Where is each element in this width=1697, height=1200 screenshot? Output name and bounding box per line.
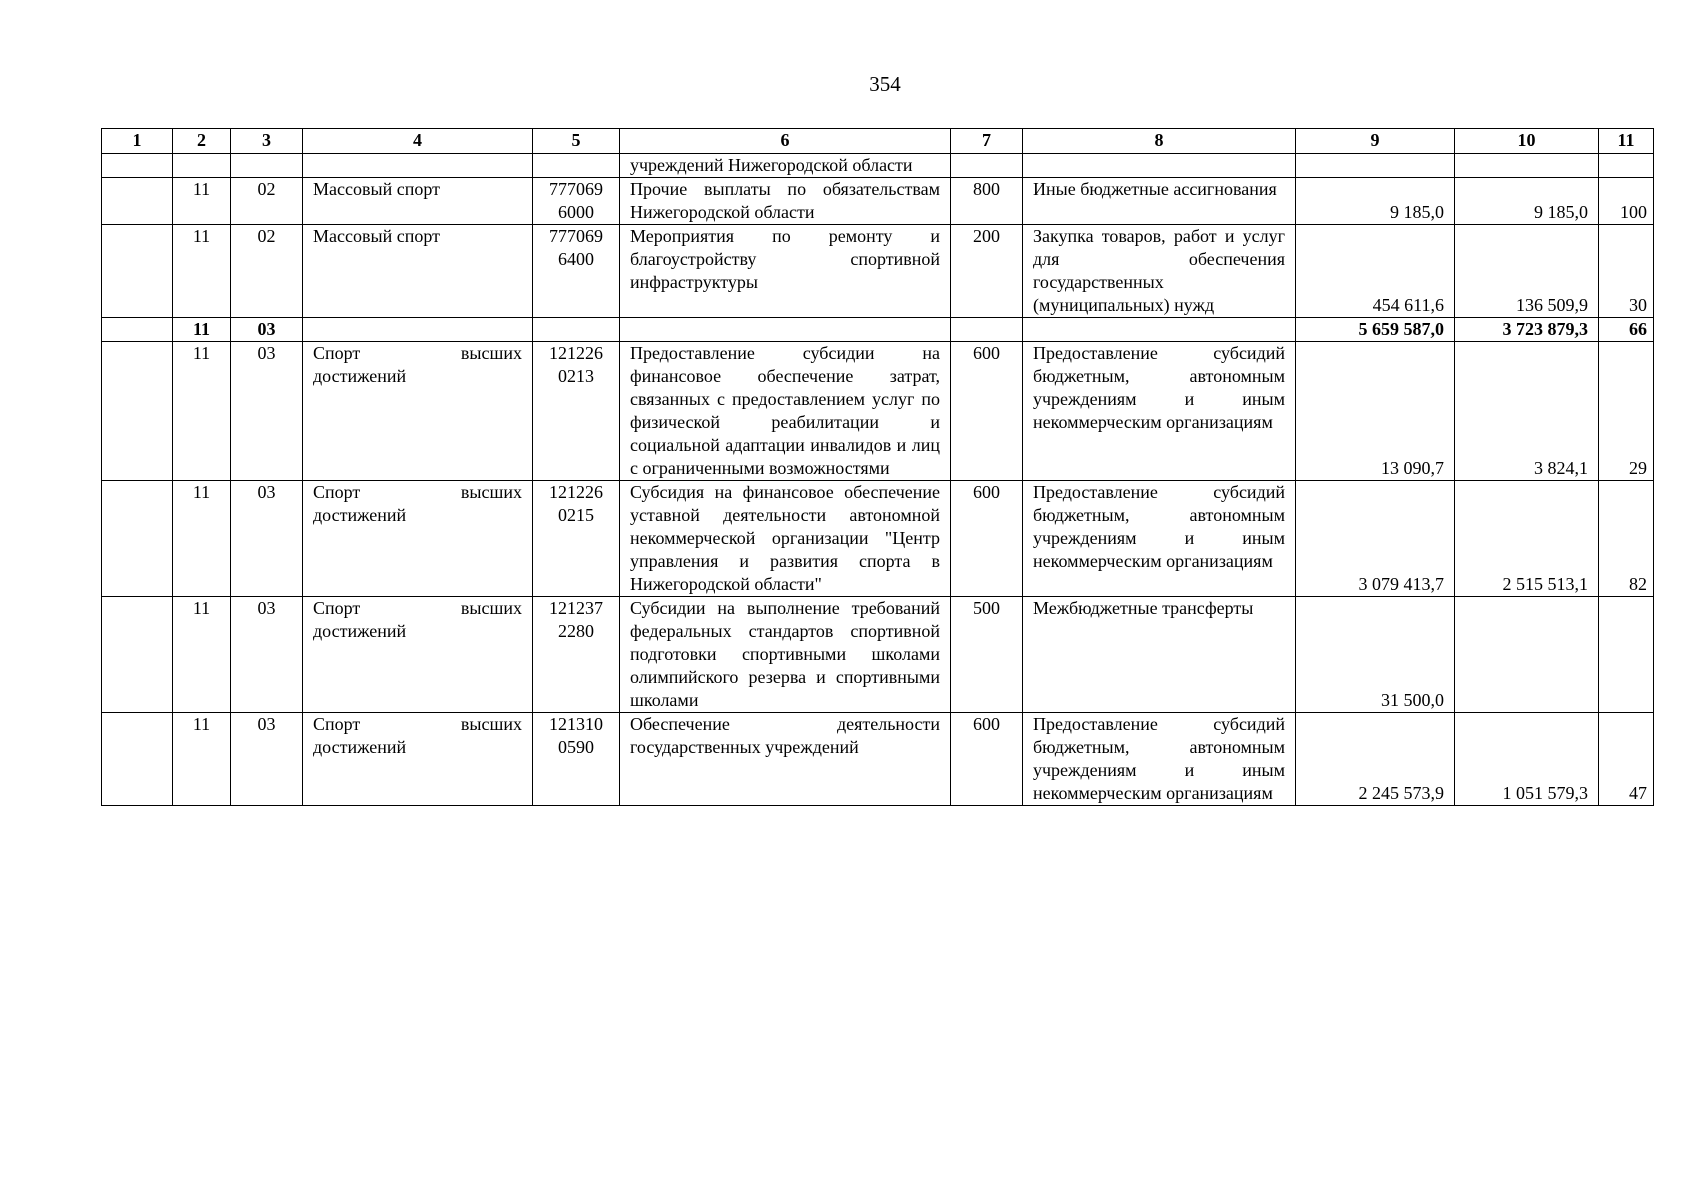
cell-subsection: [231, 154, 303, 178]
cell-col1: [102, 225, 173, 318]
cell-target-name: Мероприятия по ремонту и благоустройству спортивной инфраструктуры: [620, 225, 951, 318]
cell-target-name: [620, 318, 951, 342]
cell-planned: 2 245 573,9: [1296, 713, 1455, 806]
cell-expense-name: Предоставление субсидий бюджетным, автономным учреждениям и иным некоммерческим организациям: [1023, 713, 1296, 806]
cell-section: 11: [173, 713, 231, 806]
cell-expense-code: 600: [951, 713, 1023, 806]
cell-expense-name: [1023, 318, 1296, 342]
cell-target-name: Предоставление субсидии на финансовое обеспечение затрат, связанных с предоставлением услуг по физической реабилитации и социальной адаптации инвалидов и лиц с ограниченными возможностями: [620, 342, 951, 481]
cell-percent: [1599, 154, 1654, 178]
cell-section: 11: [173, 178, 231, 225]
cell-percent: 29: [1599, 342, 1654, 481]
page-number: 354: [869, 72, 901, 96]
cell-subsection-name: Спорт высших достижений: [303, 597, 533, 713]
cell-section: 11: [173, 225, 231, 318]
column-header: 3: [231, 129, 303, 154]
cell-planned: 9 185,0: [1296, 178, 1455, 225]
subtotal-row: [102, 318, 1654, 342]
cell-section: 11: [173, 481, 231, 597]
cell-subsection-name: Спорт высших достижений: [303, 481, 533, 597]
cell-executed: [1455, 154, 1599, 178]
cell-percent: 30: [1599, 225, 1654, 318]
cell-expense-name: Предоставление субсидий бюджетным, автономным учреждениям и иным некоммерческим организациям: [1023, 481, 1296, 597]
cell-target-code: 121310 0590: [533, 713, 620, 806]
cell-col1: [102, 318, 173, 342]
cell-col1: [102, 178, 173, 225]
cell-col1: [102, 597, 173, 713]
cell-subsection-name: Массовый спорт: [303, 178, 533, 225]
cell-planned: [1296, 154, 1455, 178]
cell-section: 11: [173, 597, 231, 713]
cell-executed: 1 051 579,3: [1455, 713, 1599, 806]
column-header: 6: [620, 129, 951, 154]
cell-target-code: 121226 0213: [533, 342, 620, 481]
cell-expense-code: [951, 154, 1023, 178]
cell-executed: 136 509,9: [1455, 225, 1599, 318]
column-header: 4: [303, 129, 533, 154]
cell-expense-name: Иные бюджетные ассигнования: [1023, 178, 1296, 225]
cell-subsection: 02: [231, 178, 303, 225]
column-header: 5: [533, 129, 620, 154]
cell-target-code: 121237 2280: [533, 597, 620, 713]
table-row: [102, 154, 1654, 178]
cell-target-code: 121226 0215: [533, 481, 620, 597]
cell-subsection-name: [303, 318, 533, 342]
cell-target-name: Прочие выплаты по обязательствам Нижегородской области: [620, 178, 951, 225]
cell-subsection: 03: [231, 342, 303, 481]
cell-expense-name: Межбюджетные трансферты: [1023, 597, 1296, 713]
cell-target-name: Субсидии на выполнение требований федеральных стандартов спортивной подготовки спортивными школами олимпийского резерва и спортивными школами: [620, 597, 951, 713]
column-header: 9: [1296, 129, 1455, 154]
cell-subsection: 03: [231, 713, 303, 806]
cell-col1: [102, 154, 173, 178]
cell-subsection-name: Массовый спорт: [303, 225, 533, 318]
cell-expense-code: 500: [951, 597, 1023, 713]
cell-subsection: 02: [231, 225, 303, 318]
cell-planned: 13 090,7: [1296, 342, 1455, 481]
cell-subsection-name: Спорт высших достижений: [303, 342, 533, 481]
cell-percent: [1599, 597, 1654, 713]
cell-planned: 5 659 587,0: [1296, 318, 1455, 342]
table-row: [102, 225, 1654, 318]
table-row: [102, 178, 1654, 225]
cell-section: 11: [173, 318, 231, 342]
cell-target-code: 777069 6000: [533, 178, 620, 225]
cell-planned: 31 500,0: [1296, 597, 1455, 713]
cell-percent: 66: [1599, 318, 1654, 342]
cell-section: 11: [173, 342, 231, 481]
cell-expense-code: 200: [951, 225, 1023, 318]
table-row: [102, 481, 1654, 597]
column-header: 7: [951, 129, 1023, 154]
cell-expense-code: 600: [951, 481, 1023, 597]
cell-section: [173, 154, 231, 178]
cell-target-code: [533, 154, 620, 178]
column-header: 8: [1023, 129, 1296, 154]
cell-target-code: [533, 318, 620, 342]
cell-col1: [102, 342, 173, 481]
table-row: [102, 597, 1654, 713]
cell-executed: 3 723 879,3: [1455, 318, 1599, 342]
cell-subsection: 03: [231, 318, 303, 342]
cell-planned: 454 611,6: [1296, 225, 1455, 318]
cell-percent: 47: [1599, 713, 1654, 806]
cell-expense-code: [951, 318, 1023, 342]
cell-subsection-name: [303, 154, 533, 178]
cell-col1: [102, 481, 173, 597]
cell-executed: 9 185,0: [1455, 178, 1599, 225]
cell-percent: 100: [1599, 178, 1654, 225]
cell-expense-name: Предоставление субсидий бюджетным, автономным учреждениям и иным некоммерческим организациям: [1023, 342, 1296, 481]
cell-target-code: 777069 6400: [533, 225, 620, 318]
cell-expense-name: [1023, 154, 1296, 178]
cell-subsection: 03: [231, 481, 303, 597]
table-row: [102, 713, 1654, 806]
table-row: [102, 342, 1654, 481]
cell-executed: 2 515 513,1: [1455, 481, 1599, 597]
cell-col1: [102, 713, 173, 806]
header-row: [102, 129, 1654, 154]
column-header: 2: [173, 129, 231, 154]
cell-target-name: учреждений Нижегородской области: [620, 154, 951, 178]
cell-subsection-name: Спорт высших достижений: [303, 713, 533, 806]
cell-planned: 3 079 413,7: [1296, 481, 1455, 597]
cell-executed: 3 824,1: [1455, 342, 1599, 481]
column-header: 11: [1599, 129, 1654, 154]
cell-target-name: Субсидия на финансовое обеспечение уставной деятельности автономной некоммерческой организации "Центр управления и развития спорта в Нижегородской области": [620, 481, 951, 597]
cell-executed: [1455, 597, 1599, 713]
column-header: 10: [1455, 129, 1599, 154]
cell-expense-name: Закупка товаров, работ и услуг для обеспечения государственных (муниципальных) нужд: [1023, 225, 1296, 318]
cell-target-name: Обеспечение деятельности государственных учреждений: [620, 713, 951, 806]
column-header: 1: [102, 129, 173, 154]
cell-percent: 82: [1599, 481, 1654, 597]
cell-expense-code: 800: [951, 178, 1023, 225]
cell-subsection: 03: [231, 597, 303, 713]
budget-table: [101, 128, 1654, 806]
cell-expense-code: 600: [951, 342, 1023, 481]
